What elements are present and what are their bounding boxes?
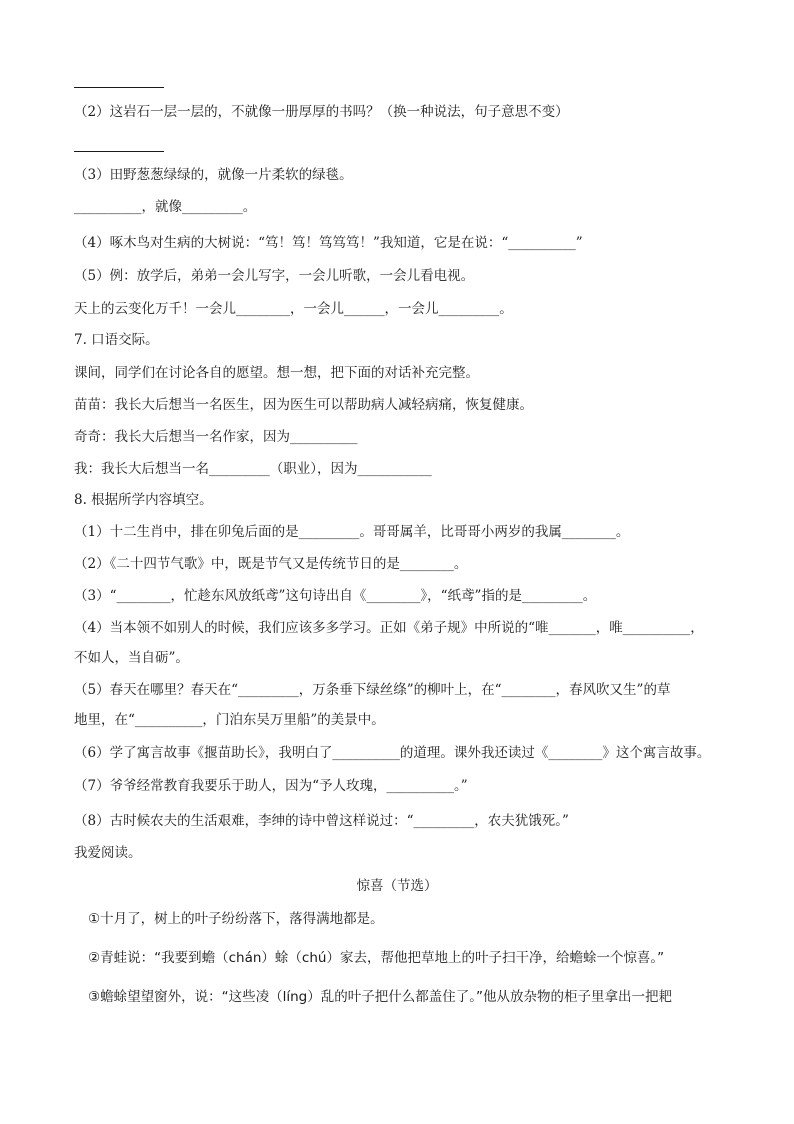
question-8-4-cont: 不如人，当自砺”。 [74, 650, 189, 666]
question-8-4: （4）当本领不如别人的时候，我们应该多多学习。正如《弟子规》中所说的“唯_______，唯__________， [74, 620, 704, 636]
section-7-heading: 7. 口语交际。 [74, 332, 159, 348]
question-6-3: （3）田野葱葱绿绿的，就像一片柔软的绿毯。 [74, 167, 353, 183]
passage-paragraph-1: ①十月了，树上的叶子纷纷落下，落得满地都是。 [88, 911, 384, 927]
question-8-7: （7）爷爷经常教育我要乐于助人，因为“予人玫瑰，__________。” [74, 778, 468, 794]
answer-6-5: 天上的云变化万千！一会儿________，一会儿______，一会儿_________。 [74, 301, 513, 317]
question-8-2: （2）《二十四节气歌》中，既是节气又是传统节日的是________。 [74, 556, 468, 572]
question-8-5-cont: 地里，在“__________，门泊东吴万里船”的美景中。 [74, 712, 385, 728]
passage-paragraph-3: ③蟾蜍望望窗外，说：“这些凌（líng）乱的叶子把什么都盖住了。”他从放杂物的柜子里拿出一把耙 [88, 989, 672, 1005]
question-6-4: （4）啄木鸟对生病的大树说：“笃！笃！笃笃笃！”我知道，它是在说：“__________” [74, 235, 583, 251]
answer-blank-line [74, 87, 164, 88]
answer-blank-line [74, 151, 164, 152]
dialogue-qiqi: 奇奇：我长大后想当一名作家，因为__________ [74, 429, 358, 445]
question-6-2: （2）这岩石一层一层的，不就像一册厚厚的书吗？（换一种说法，句子意思不变） [74, 104, 569, 120]
question-6-5-example: （5）例：放学后，弟弟一会儿写字，一会儿听歌，一会儿看电视。 [74, 268, 475, 284]
question-8-3: （3）“________，忙趁东风放纸鸢”这句诗出自《________》，“纸鸢”指的是_________。 [74, 588, 597, 604]
question-8-6: （6）学了寓言故事《揠苗助长》，我明白了__________的道理。课外我还读过《________》这个寓言故事。 [74, 745, 711, 761]
question-8-5: （5）春天在哪里？春天在“_________，万条垂下绿丝绦”的柳叶上，在“________，春风吹又生”的草 [74, 682, 671, 698]
dialogue-me: 我：我长大后想当一名_________（职业），因为___________ [74, 461, 432, 477]
question-8-8: （8）古时候农夫的生活艰难，李绅的诗中曾这样说过：“_________，农夫犹饿死。” [74, 813, 569, 829]
section-8-heading: 8. 根据所学内容填空。 [74, 492, 213, 508]
question-8-1: （1）十二生肖中，排在卯兔后面的是_________。哥哥属羊，比哥哥小两岁的我属________。 [74, 524, 630, 540]
section-7-instruction: 课间，同学们在讨论各自的愿望。想一想，把下面的对话补充完整。 [74, 365, 479, 381]
answer-6-3: __________，就像_________。 [74, 199, 257, 215]
dialogue-miaomiao: 苗苗：我长大后想当一名医生，因为医生可以帮助病人减轻病痛，恢复健康。 [74, 397, 533, 413]
passage-paragraph-2: ②青蛙说：“我要到蟾（chán）蜍（chú）家去，帮他把草地上的叶子扫干净，给蟾蜍一个惊喜。” [88, 950, 665, 966]
reading-section-heading: 我爱阅读。 [74, 845, 142, 861]
passage-title: 惊喜（节选） [356, 878, 438, 894]
